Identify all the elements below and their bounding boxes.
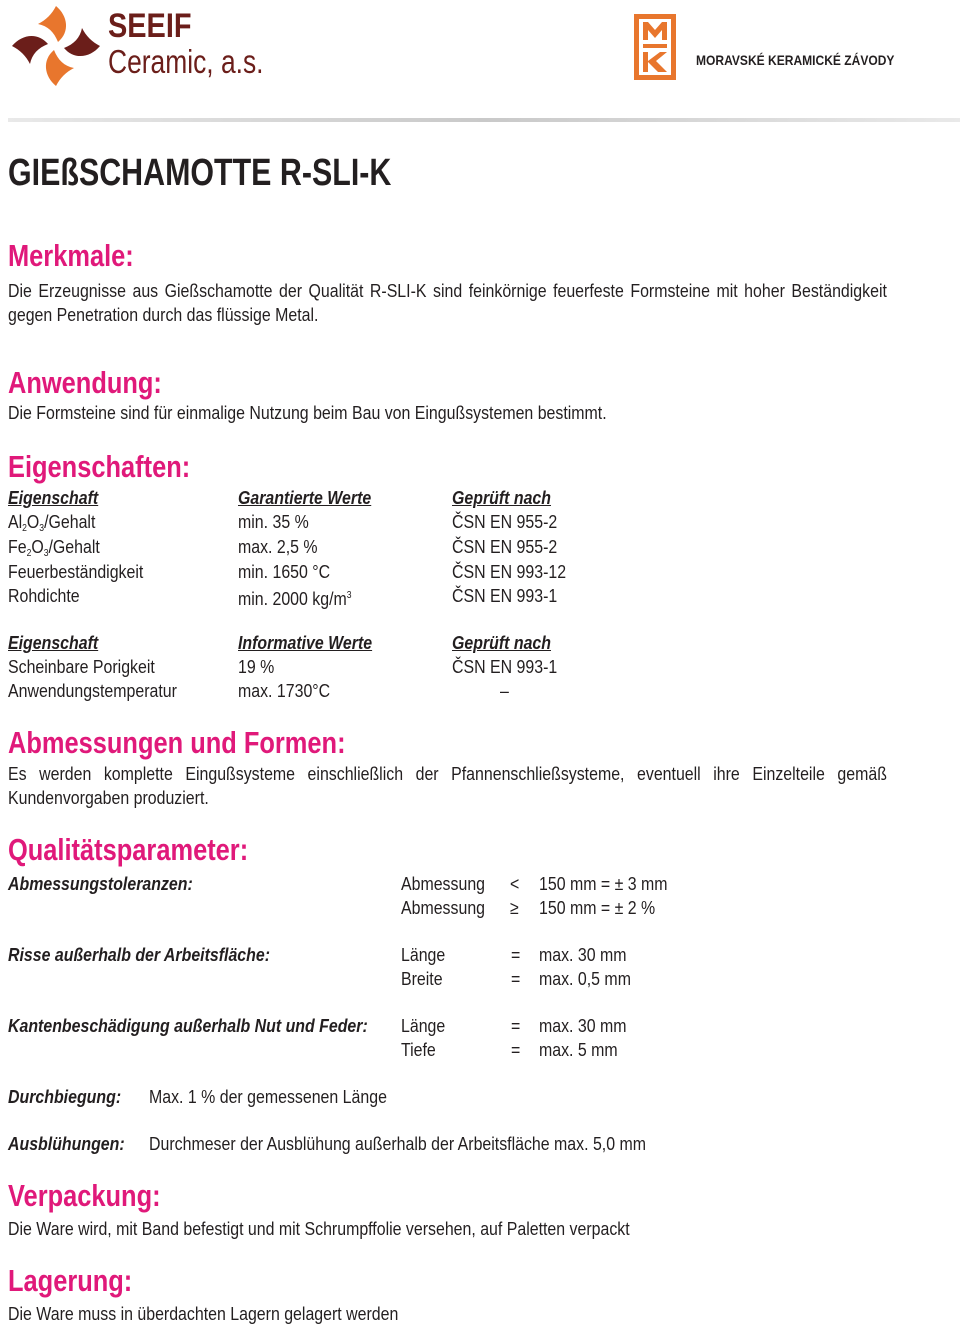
toleranzen-op: < (510, 873, 520, 894)
merkmale-heading: Merkmale: (8, 238, 134, 273)
table1-row-norm: ČSN EN 993-12 (452, 561, 567, 582)
mkz-name: MORAVSKÉ KERAMICKÉ ZÁVODY (696, 52, 895, 68)
table1-row-norm: ČSN EN 993-1 (452, 585, 558, 606)
chem-symbol: O (26, 511, 40, 532)
verpackung-heading: Verpackung: (8, 1178, 161, 1213)
table1-row-name: Rohdichte (8, 585, 80, 606)
risse-value: max. 0,5 mm (539, 968, 631, 989)
lagerung-text: Die Ware muss in überdachten Lagern gelagert werden (8, 1303, 399, 1324)
table1-row-value: min. 1650 °C (238, 561, 331, 582)
mkz-logo (634, 14, 954, 82)
chem-symbol: O (31, 536, 44, 557)
merkmale-text: Die Erzeugnisse aus Gießschamotte der Qualität R-SLI-K sind feinkörnige feuerfeste Formsteine mit hoher Beständigkeit gegen Penetration durch das flüssige Metal. (8, 280, 887, 325)
table2-header-eigenschaft: Eigenschaft (8, 632, 99, 653)
risse-label: Risse außerhalb der Arbeitsfläche: (8, 944, 271, 965)
table2-header-geprueft-nach: Geprüft nach (452, 632, 552, 653)
anwendung-heading: Anwendung: (8, 365, 162, 400)
seeif-name-line1: SEEIF (108, 7, 192, 45)
risse-param: Breite (401, 968, 443, 989)
eigenschaften-heading: Eigenschaften: (8, 449, 191, 484)
header-divider (8, 118, 960, 122)
table1-row-value (238, 584, 352, 611)
toleranzen-param: Abmessung (401, 873, 486, 894)
subscript: 3 (43, 548, 49, 559)
kanten-param: Tiefe (401, 1039, 436, 1060)
mkz-logo-mark (634, 14, 676, 80)
abmessungen-text: Es werden komplette Eingußsysteme einschließlich der Pfannenschließsysteme, eventuell ihre Einzelteile gemäß Kundenvorgaben produziert. (8, 763, 887, 808)
lagerung-heading: Lagerung: (8, 1263, 133, 1298)
risse-param: Länge (401, 944, 446, 965)
kanten-value: max. 5 mm (539, 1039, 618, 1060)
property-suffix: /Gehalt (44, 511, 96, 532)
table2-header-informative-werte: Informative Werte (238, 632, 373, 653)
table1-row-name: Feuerbeständigkeit (8, 561, 144, 582)
table2-row-name: Scheinbare Porigkeit (8, 656, 155, 677)
anwendung-text: Die Formsteine sind für einmalige Nutzung beim Bau von Eingußsystemen bestimmt. (8, 402, 607, 423)
table1-row-norm: ČSN EN 955-2 (452, 511, 558, 532)
table1-header-garantierte-werte: Garantierte Werte (238, 487, 372, 508)
toleranzen-label: Abmessungstoleranzen: (8, 873, 193, 894)
abmessungen-heading: Abmessungen und Formen: (8, 725, 346, 760)
kanten-label: Kantenbeschädigung außerhalb Nut und Feder: (8, 1015, 368, 1036)
subscript: 2 (26, 548, 32, 559)
toleranzen-value: 150 mm = ± 3 mm (539, 873, 668, 894)
page-title: GIEßSCHAMOTTE R-SLI-K (8, 152, 392, 194)
seeif-name-line2: Ceramic, a.s. (108, 43, 264, 80)
subscript: 2 (22, 523, 27, 534)
chem-symbol: Al (8, 511, 23, 532)
table1-header-geprueft-nach: Geprüft nach (452, 487, 552, 508)
durchbiegung-value: Max. 1 % der gemessenen Länge (149, 1086, 387, 1107)
chem-symbol: Fe (8, 536, 27, 557)
property-suffix: /Gehalt (48, 536, 100, 557)
risse-value: max. 30 mm (539, 944, 627, 965)
seeif-logo (8, 2, 278, 92)
risse-op: = (511, 944, 521, 965)
verpackung-text: Die Ware wird, mit Band befestigt und mit Schrumpffolie versehen, auf Paletten verpackt (8, 1218, 630, 1239)
toleranzen-value: 150 mm = ± 2 % (539, 897, 656, 918)
table1-row-value: max. 2,5 % (238, 536, 318, 557)
seeif-logo-mark (8, 2, 104, 90)
kanten-op: = (511, 1015, 521, 1036)
table2-row-value: max. 1730°C (238, 680, 331, 701)
table2-row-norm: – (500, 680, 509, 701)
ausbluehungen-value: Durchmeser der Ausblühung außerhalb der Arbeitsfläche max. 5,0 mm (149, 1133, 646, 1154)
qualitaet-heading: Qualitätsparameter: (8, 832, 249, 867)
kanten-value: max. 30 mm (539, 1015, 627, 1036)
durchbiegung-label: Durchbiegung: (8, 1086, 122, 1107)
toleranzen-op: ≥ (510, 897, 519, 918)
risse-op: = (511, 968, 521, 989)
superscript: 3 (346, 590, 352, 601)
toleranzen-param: Abmessung (401, 897, 486, 918)
table1-row-value: min. 35 % (238, 511, 309, 532)
kanten-op: = (511, 1039, 521, 1060)
ausbluehungen-label: Ausblühungen: (8, 1133, 125, 1154)
table2-row-name: Anwendungstemperatur (8, 680, 177, 701)
table2-row-norm: ČSN EN 993-1 (452, 656, 558, 677)
kanten-param: Länge (401, 1015, 446, 1036)
table1-row-norm: ČSN EN 955-2 (452, 536, 558, 557)
table1-header-eigenschaft: Eigenschaft (8, 487, 99, 508)
table2-row-value: 19 % (238, 656, 275, 677)
subscript: 3 (39, 523, 45, 534)
value-text: min. 2000 kg/m (238, 588, 347, 609)
